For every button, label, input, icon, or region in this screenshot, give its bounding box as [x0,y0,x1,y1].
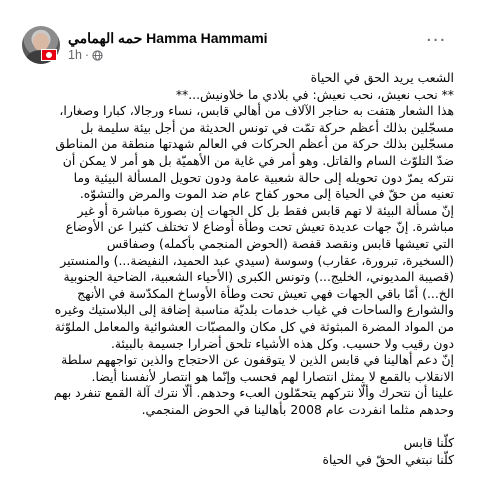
tunisia-flag-badge-icon [41,49,57,61]
post-timestamp[interactable]: 1h [68,48,82,62]
post-line: التي تعيشها قابس ونقصد قفصة (الحوض المنجمي بأكمله) وصفاقس [106,235,454,251]
closing-line: كلّنا قابس [403,435,454,451]
post-line: مسجّلين بذلك أعظم حركة تمّت في تونس الحديثة من أجل بيئة سليمة بل [80,119,454,135]
post-line: مباشرة. إنّ جهات عديدة تعيش تحت وطأة أوضاع لا تختلف كثيرا عن الأوضاع [65,219,454,235]
post-line: ضدّ التلوّث السام والقاتل. وهو أمر في غاية من الأهميّة بل هو أمر لا يمكن أن [62,152,454,168]
post-line: وحدهم مثلما انفردت عام 2008 بأهالينا في الحوض المنجمي. [141,401,454,417]
post-line: الانقلاب بالقمع لا يمثل انتصارا لهم فحسب وإنّما هو انتصار لأنفسنا أيضا. [91,368,454,384]
more-options-icon[interactable]: ··· [426,30,447,51]
post-line: نتركه يمرّ دون تحويله إلى حالة شعبية عامة ودون تحويل المسألة البيئية وما [73,169,454,185]
post-line: والشوارع والساحات في غياب خدمات بلديّة مناسبة إضافة إلى البلاستيك وغيره [54,302,454,318]
post-line: (السخيرة، تبرورة، عقارب) وسوسة (سيدي عبد الحميد، النفيضة...) والمنستير [60,252,454,268]
post-header [0,0,478,64]
post-line: دون رقيب ولا حسيب. وكل هذه الأشياء تلحق أضرارا جسيمة بالبيئة. [110,335,454,351]
post-line: إنّ دعم أهالينا في قابس الذين لا يتوقفون عن الاحتجاج والذين تواجههم سلطة [61,352,454,368]
post-line: هذا الشعار هتفت به حناجر الآلاف من أهالي قابس، نساء ورجالا، كبارا وصغارا، [59,103,454,119]
post-line: من المواد المضرة المبثوثة في كل مكان والمصبّات العشوائية والمعامل الملوّثة [54,318,454,334]
globe-icon[interactable] [92,50,103,61]
post-body [14,70,454,469]
meta-separator: · [84,48,90,62]
closing-line: كلّنا نبتغي الحقّ في الحياة [322,452,454,468]
post-line: مسجّلين بذلك حركة من أعظم الحركات في العالم شهدتها منطقة من المناطق [55,136,454,152]
post-meta [68,48,103,62]
author-name[interactable]: حمه الهمامي Hamma Hammami [68,30,268,46]
post-line: تعنيه من حقّ في الحياة إلى محور كفاح عام ضد الموت والمرض والتشوّه. [79,186,454,202]
post-line: علينا أن نتحرك وألّا نتركهم يتحمّلون العبء وحدهم. ألّا نترك آلة القمع تنفرد بهم [53,385,454,401]
post-line: الشعب يريد الحق في الحياة [310,70,454,85]
post-line: (قصيبة المديوني، الخليج...) وتونس الكبرى (الأحياء الشعبية، الضاحية الجنوبية [63,269,454,285]
post-line: إنّ مسألة البيئة لا تهم قابس فقط بل كل الجهات إن بصورة مباشرة أو غير [77,202,454,218]
post-line: الخ...) أمّا باقي الجهات فهي تعيش تحت وطأة الأوساخ المكدّسة في الأنهج [77,285,454,301]
post-line: ** نحب نعيش، نحب نعيش: في بلادي ما خلاونيش...** [175,86,454,102]
